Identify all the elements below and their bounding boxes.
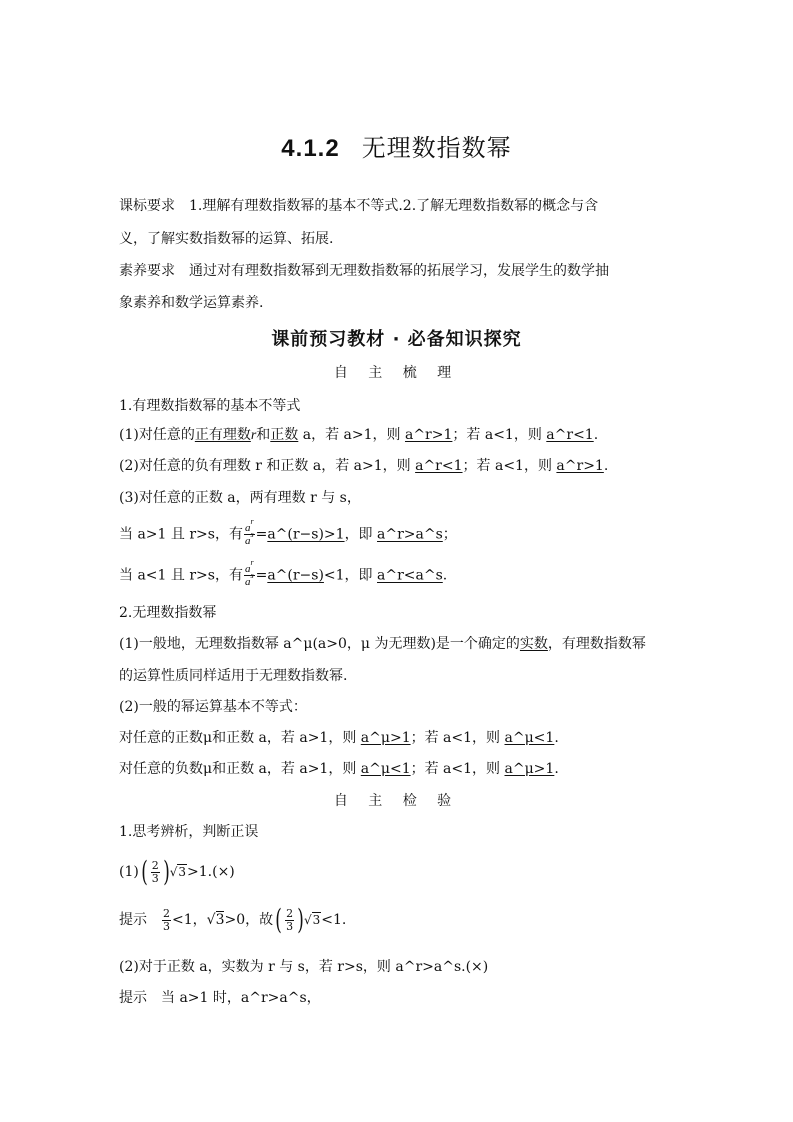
text: ，即	[344, 526, 378, 543]
text: ；若 a<1，则	[452, 427, 547, 443]
text: ；若 a<1，则	[462, 458, 557, 474]
fraction-ar-over-as: $\frac{a^r}{a^s}$	[244, 517, 254, 547]
literacy-line-1	[119, 261, 609, 281]
blank-answer: 正数	[270, 427, 299, 443]
blank-answer: a^r<a^s	[377, 567, 443, 584]
sqrt-3-exponent: √3	[169, 865, 187, 879]
blank-answer: a^r>a^s	[377, 526, 443, 543]
part1-line-5	[119, 558, 448, 588]
text: =	[255, 567, 268, 584]
paren-right: )	[297, 903, 304, 936]
fraction-ar-over-as: $\frac{a^r}{a^s}$	[244, 558, 254, 588]
section-title: 课前预习教材 · 必备知识探究	[271, 329, 522, 350]
text: .	[554, 730, 559, 746]
var-r: r	[250, 428, 257, 443]
hint-label: 提示	[119, 912, 147, 928]
fraction-2-3: $\frac{2}{3}$	[163, 906, 170, 933]
blank-answer: a^(r−s)>1	[267, 526, 345, 543]
part1-line-4	[119, 517, 457, 547]
text: (1)一般地，无理数指数幂 a^μ(a>0，μ 为无理数)是一个确定的	[119, 636, 520, 652]
sqrt-3: √3	[206, 912, 225, 928]
part2-heading: 2.无理数指数幂	[119, 605, 217, 621]
literacy-line-2	[119, 293, 263, 313]
paren-left: (	[275, 903, 282, 936]
fraction-2-3: $\frac{2}{3}$	[151, 858, 159, 885]
text: ；	[442, 526, 457, 543]
text: 当 a<1 且 r>s，有	[119, 567, 243, 584]
text: .	[554, 761, 559, 777]
text: >0，故	[224, 912, 274, 928]
text: .	[593, 427, 599, 443]
text: a，若 a>1，则	[302, 427, 405, 443]
part2-line-3: (2)一般的幂运算基本不等式：	[119, 699, 307, 715]
part1-line-1	[119, 425, 598, 446]
part2-line-1	[119, 634, 646, 654]
check-hint-1	[119, 900, 346, 940]
requirements-line-2	[119, 229, 333, 249]
blank-answer: a^r<1	[546, 427, 594, 443]
blank-answer: 实数	[519, 636, 548, 652]
part2-line-2: 的运算性质同样适用于无理数指数幂.	[119, 668, 348, 684]
requirements-text: 1.理解有理数指数幂的基本不等式.2.了解无理数指数幂的概念与含	[189, 198, 599, 214]
check-q1	[119, 852, 235, 892]
literacy-text: 通过对有理数指数幂到无理数指数幂的拓展学习，发展学生的数学抽	[189, 263, 609, 279]
title-text: 无理数指数幂	[361, 134, 512, 162]
text: .	[442, 567, 448, 584]
text: 对任意的负数μ和正数 a，若 a>1，则	[119, 761, 361, 777]
check-q2: (2)对于正数 a，实数为 r 与 s，若 r>s，则 a^r>a^s.(×)	[119, 959, 489, 975]
literacy-label: 素养要求	[119, 263, 175, 279]
check-heading: 1.思考辨析，判断正误	[119, 824, 259, 840]
blank-answer: a^μ>1	[504, 761, 555, 777]
text: =	[255, 526, 268, 543]
text: 当 a>1 时，a^r>a^s，	[161, 990, 321, 1006]
text: <1.	[321, 912, 347, 928]
blank-answer: a^μ<1	[504, 730, 555, 746]
blank-answer: a^r>1	[556, 458, 604, 474]
paren-left: (	[141, 855, 148, 888]
blank-answer: a^μ>1	[360, 730, 411, 746]
text: <1，即	[323, 567, 378, 584]
subsection-title-review: 自 主 梳 理	[333, 365, 460, 381]
text: ；若 a<1，则	[410, 761, 505, 777]
text: .	[603, 458, 609, 474]
part1-line-2	[119, 456, 608, 476]
text: 当 a>1 且 r>s，有	[119, 526, 243, 543]
part2-line-5	[119, 759, 559, 779]
check-hint-2	[119, 988, 321, 1008]
text: <1，	[172, 912, 207, 928]
blank-answer: a^r>1	[404, 427, 453, 443]
literacy-text-cont: 象素养和数学运算素养.	[119, 295, 264, 311]
hint-label: 提示	[119, 990, 147, 1006]
blank-answer: 正有理数	[194, 427, 251, 443]
fraction-2-3: $\frac{2}{3}$	[286, 906, 294, 933]
requirements-line-1	[119, 196, 598, 216]
blank-answer: a^μ<1	[360, 761, 411, 777]
part1-heading: 1.有理数指数幂的基本不等式	[119, 398, 301, 414]
text: ，有理数指数幂	[547, 636, 646, 652]
text: (1)对任意的	[119, 427, 195, 443]
title-number: 4.1.2	[281, 135, 340, 162]
requirements-label: 课标要求	[119, 198, 175, 214]
subsection-title-check: 自 主 检 验	[333, 793, 460, 809]
text: 和	[256, 427, 271, 443]
page-title	[0, 128, 793, 163]
text: (1)	[119, 864, 139, 880]
text: 对任意的正数μ和正数 a，若 a>1，则	[119, 730, 361, 746]
part1-line-3: (3)对任意的正数 a，两有理数 r 与 s，	[119, 490, 361, 506]
part2-line-4	[119, 728, 559, 748]
requirements-text-cont: 义，了解实数指数幂的运算、拓展.	[119, 231, 334, 247]
sqrt-3-exponent: √3	[304, 913, 321, 927]
paren-right: )	[162, 855, 170, 888]
blank-answer: a^r<1	[415, 458, 463, 474]
text: >1.(×)	[187, 864, 235, 880]
text: ；若 a<1，则	[410, 730, 505, 746]
blank-answer: a^(r−s)	[267, 567, 324, 584]
text: (2)对任意的负有理数 r 和正数 a，若 a>1，则	[119, 458, 416, 474]
